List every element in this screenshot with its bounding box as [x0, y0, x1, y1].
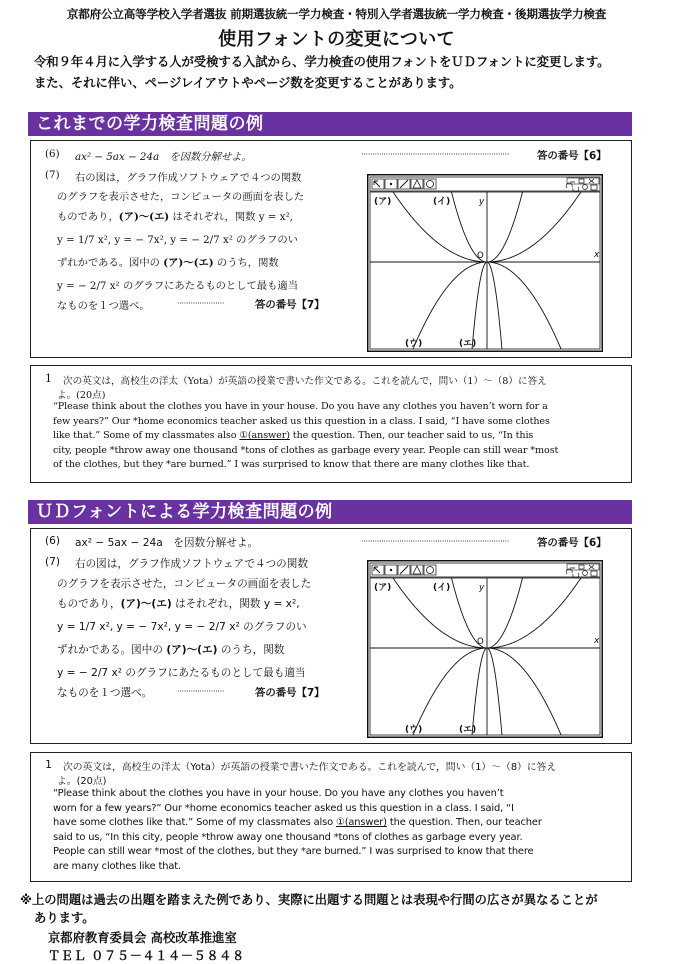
passage-line: “Please think about the clothes you have in your house. Do you have any clothes you haven’t — [53, 788, 504, 799]
page-title: 使用フォントの変更について — [218, 29, 455, 50]
q6-dots: ·································································· — [361, 537, 510, 546]
q6-text: ax² − 5ax − 24a を因数分解せよ。 — [75, 537, 259, 549]
q7-line-7: なものを１つ選べ。 — [57, 300, 150, 312]
q7-line-5: ずれかである。図中の (ア)～(エ) のうち，関数 — [57, 257, 279, 269]
passage-line: city, people *throw away one thousand *tons of clothes as garbage every year. People can still wear *most — [53, 444, 559, 456]
passage-line: “Please think about the clothes you have in your house. Do you have any clothes you haven’t worn for a — [53, 401, 548, 412]
document-header-line: 京都府公立高等学校入学者選抜 前期選抜統一学力検査・特別入学者選抜統一学力検査・後期選抜学力検査 — [66, 7, 607, 21]
q6-dots: ·································································· — [361, 150, 510, 159]
footer-note-line-2: あります。 — [34, 911, 95, 925]
english-question-points: よ。(20点) — [57, 776, 107, 787]
section-title-old: これまでの学力検査問題の例 — [28, 112, 632, 136]
footer-note-line-1: ※上の問題は過去の出題を踏まえた例であり、実際に出題する問題とは表現や行間の広さが異なることが — [20, 893, 598, 907]
notice-line-2: また、それに伴い、ページレイアウトやページ数を変更することがあります。 — [34, 75, 462, 90]
q7-line-4: y = 1/7 x², y = − 7x², y = − 2/7 x² のグラフのい — [57, 621, 307, 633]
x-axis-label: x — [594, 250, 600, 260]
answer-underline-mark: ①(answer) — [336, 817, 387, 829]
graph-label-u: (ウ) — [405, 339, 423, 349]
q7-number: (7) — [45, 556, 61, 568]
q7-line-1: 右の図は，グラフ作成ソフトウェアで４つの関数 — [75, 172, 302, 184]
origin-label: O — [477, 251, 484, 261]
plot-area — [370, 192, 600, 349]
y-axis-label: y — [479, 583, 485, 593]
q7-line-2: のグラフを表示させた，コンピュータの画面を表した — [57, 578, 312, 590]
q6-number: (6) — [45, 535, 61, 547]
q7-line-4: y = 1/7 x², y = − 7x², y = − 2/7 x² のグラフのい — [57, 234, 298, 246]
q7-dots: ····················· — [177, 299, 225, 308]
passage-line: few years?” Our *home economics teacher asked us this question in a class. I said, “I have some clothes — [53, 415, 550, 427]
q6-text: ax² − 5ax − 24a を因数分解せよ。 — [75, 151, 252, 163]
graph-label-i: (イ) — [433, 197, 451, 207]
q7-answer-number: 答の番号【7】 — [255, 687, 325, 699]
q6-number: (6) — [45, 148, 60, 160]
passage-line: have some clothes like that.” Some of my classmates also ①(answer) the question. Then, our teacher — [53, 817, 542, 829]
point-glyph — [390, 569, 392, 571]
q7-line-6: y = − 2/7 x² のグラフにあたるものとして最も適当 — [57, 667, 306, 679]
q7-line-2: のグラフを表示させた，コンピュータの画面を表した — [57, 191, 305, 203]
footer-organization: 京都府教育委員会 高校改革推進室 — [48, 931, 237, 945]
graph-screen-new — [367, 560, 603, 738]
english-question-points: よ。(20点) — [57, 390, 106, 401]
q7-line-1: 右の図は，グラフ作成ソフトウェアで４つの関数 — [75, 558, 308, 570]
english-passage-new — [53, 787, 623, 875]
passage-line: said to us, “In this city, people *throw away one thousand *tons of clothes as garbage every year. — [53, 831, 523, 843]
point-glyph — [390, 183, 392, 185]
q7-line-5: ずれかである。図中の (ア)～(エ) のうち，関数 — [57, 644, 285, 656]
answer-underline-mark: ①(answer) — [239, 430, 290, 441]
passage-line: People can still wear *most of the clothes, but they *are burned.” I was surprised to know that there — [53, 846, 534, 858]
passage-line: are many clothes like that. — [53, 860, 181, 872]
q7-line-6: y = − 2/7 x² のグラフにあたるものとして最も適当 — [57, 280, 298, 292]
q6-answer-number: 答の番号【6】 — [537, 150, 607, 162]
graph-label-a: (ア) — [374, 583, 392, 593]
plot-area — [370, 578, 600, 735]
english-question-box-old — [30, 365, 632, 483]
passage-line: worn for a few years?” Our *home economics teacher asked us this question in a class. I said, “I — [53, 802, 514, 814]
math-question-box-old — [30, 140, 632, 358]
q6-answer-number: 答の番号【6】 — [537, 537, 607, 549]
x-axis-label: x — [594, 636, 600, 646]
english-question-box-new — [30, 752, 632, 882]
graph-label-e: (エ) — [459, 725, 477, 735]
q7-answer-number: 答の番号【7】 — [255, 299, 325, 311]
q7-line-3: ものであり，(ア)～(エ) はそれぞれ，関数 y = x², — [57, 598, 300, 610]
math-question-box-new — [30, 528, 632, 744]
graph-svg — [367, 174, 603, 352]
graph-svg — [367, 560, 603, 738]
english-question-intro: 次の英文は，高校生の洋太（Yota）が英語の授業で書いた作文である。これを読んで，問い（1）～（8）に答え — [63, 376, 547, 387]
origin-label: O — [477, 637, 484, 647]
q7-dots: ····················· — [177, 687, 225, 696]
y-axis-label: y — [479, 197, 485, 207]
section-title-new: ＵＤフォントによる学力検査問題の例 — [28, 500, 632, 524]
english-question-number: 1 — [45, 372, 52, 385]
graph-label-u: (ウ) — [405, 725, 423, 735]
passage-line: like that.” Some of my classmates also ①(answer) the question. Then, our teacher said to us, “In this — [53, 430, 534, 441]
english-question-number: 1 — [45, 758, 52, 771]
graph-label-i: (イ) — [433, 583, 451, 593]
graph-screen-old — [367, 174, 603, 352]
passage-line: of the clothes, but they *are burned.” I was surprised to know that there are many clothes like that. — [53, 459, 530, 470]
q7-line-3: ものであり，(ア)～(エ) はそれぞれ，関数 y = x², — [57, 211, 293, 223]
english-question-intro: 次の英文は，高校生の洋太（Yota）が英語の授業で書いた作文である。これを読んで，問い（1）～（8）に答え — [63, 762, 557, 773]
graph-label-e: (エ) — [459, 339, 477, 349]
footer-telephone: ＴＥＬ ０７５－４１４－５８４８ — [48, 949, 245, 963]
english-passage-old — [53, 400, 623, 473]
graph-label-a: (ア) — [374, 197, 392, 207]
q7-number: (7) — [45, 169, 60, 181]
q7-line-7: なものを１つ選べ。 — [57, 687, 153, 699]
notice-line-1: 令和９年４月に入学する人が受検する入試から、学力検査の使用フォントをＵＤフォントに変更します。 — [34, 54, 610, 69]
